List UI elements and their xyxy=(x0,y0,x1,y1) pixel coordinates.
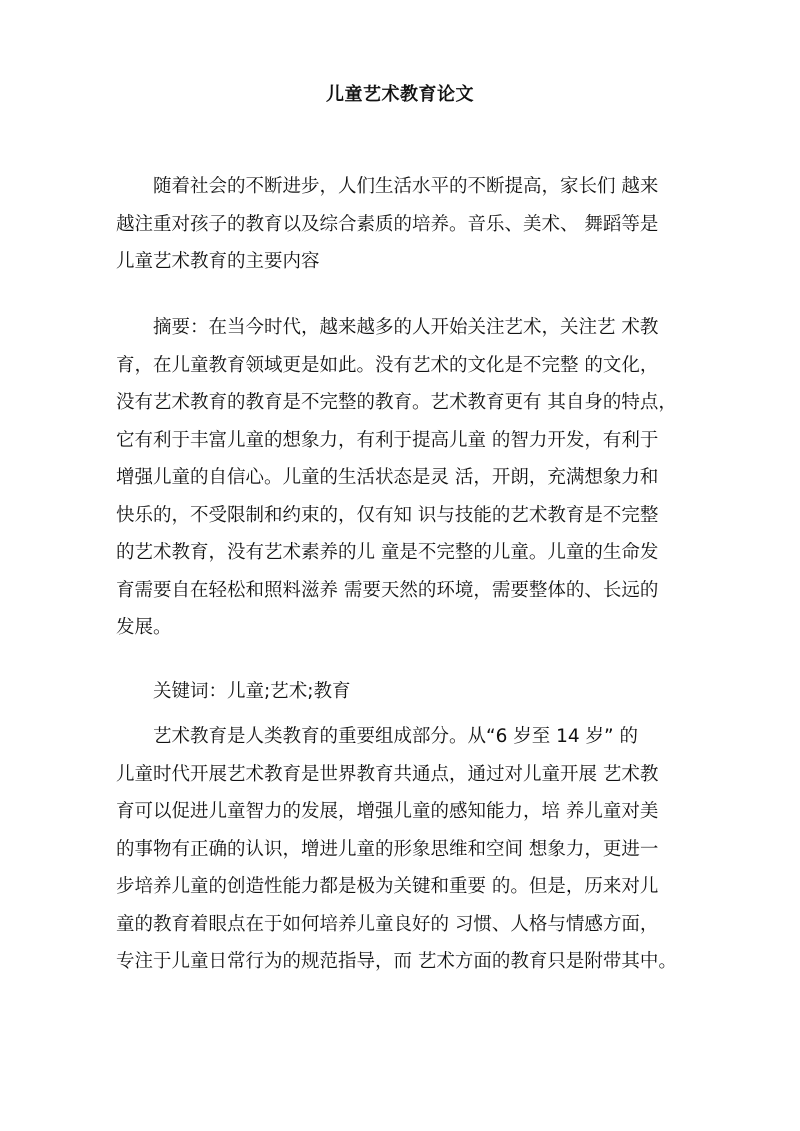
paragraph-line: 发展。 xyxy=(116,617,172,638)
paragraph-line: 的事物有正确的认识，增进儿童的形象思维和空间 想象力，更进一 xyxy=(116,838,659,860)
paragraph-intro xyxy=(116,168,696,281)
paragraph-line: 越注重对孩子的教育以及综合素质的培养。音乐、美术、 舞蹈等是 xyxy=(116,213,659,235)
paragraph-line: 快乐的，不受限制和约束的，仅有知 识与技能的艺术教育是不完整 xyxy=(116,504,659,526)
paragraph-line: 关键词：儿童;艺术;教育 xyxy=(116,681,351,702)
paragraph-line: 摘要：在当今时代，越来越多的人开始关注艺术，关注艺 术教 xyxy=(116,317,659,338)
paragraph-line: 育需要自在轻松和照料滋养 需要天然的环境，需要整体的、长远的 xyxy=(116,579,659,601)
paragraph-line: 随着社会的不断进步，人们生活水平的不断提高，家长们 越来 xyxy=(116,176,659,197)
paragraph-line: 育可以促进儿童智力的发展，增强儿童的感知能力，培 养儿童对美 xyxy=(116,801,659,822)
paragraph-line: 儿童时代开展艺术教育是世界教育共通点，通过对儿童开展 艺术教 xyxy=(116,763,659,785)
paragraph-line: 的艺术教育，没有艺术素养的儿 童是不完整的儿童。儿童的生命发 xyxy=(116,542,659,563)
paragraph-line: 没有艺术教育的教育是不完整的教育。艺术教育更有 其自身的特点， xyxy=(116,392,677,413)
paragraph-line: 育，在儿童教育领域更是如此。没有艺术的文化是不完整 的文化， xyxy=(116,354,659,376)
paragraph-line: 它有利于丰富儿童的想象力，有利于提高儿童 的智力开发，有利于 xyxy=(116,429,659,451)
paragraph-line: 儿童艺术教育的主要内容 xyxy=(116,251,320,272)
paragraph-line: 专注于儿童日常行为的规范指导，而 艺术方面的教育只是附带其中。 xyxy=(116,951,677,972)
paragraph-body xyxy=(116,718,696,981)
paragraph-line: 增强儿童的自信心。儿童的生活状态是灵 活，开朗，充满想象力和 xyxy=(116,467,659,488)
paragraph-line: 童的教育着眼点在于如何培养儿童良好的 习惯、人格与情感方面， xyxy=(116,913,659,935)
document-title: 儿童艺术教育论文 xyxy=(326,84,474,105)
paragraph-line: 步培养儿童的创造性能力都是极为关键和重要 的。但是，历来对儿 xyxy=(116,876,659,897)
paragraph-abstract xyxy=(116,309,696,647)
paragraph-keywords xyxy=(116,673,696,711)
paragraph-line: 艺术教育是人类教育的重要组成部分。从“6 岁至 14 岁” 的 xyxy=(116,726,639,747)
